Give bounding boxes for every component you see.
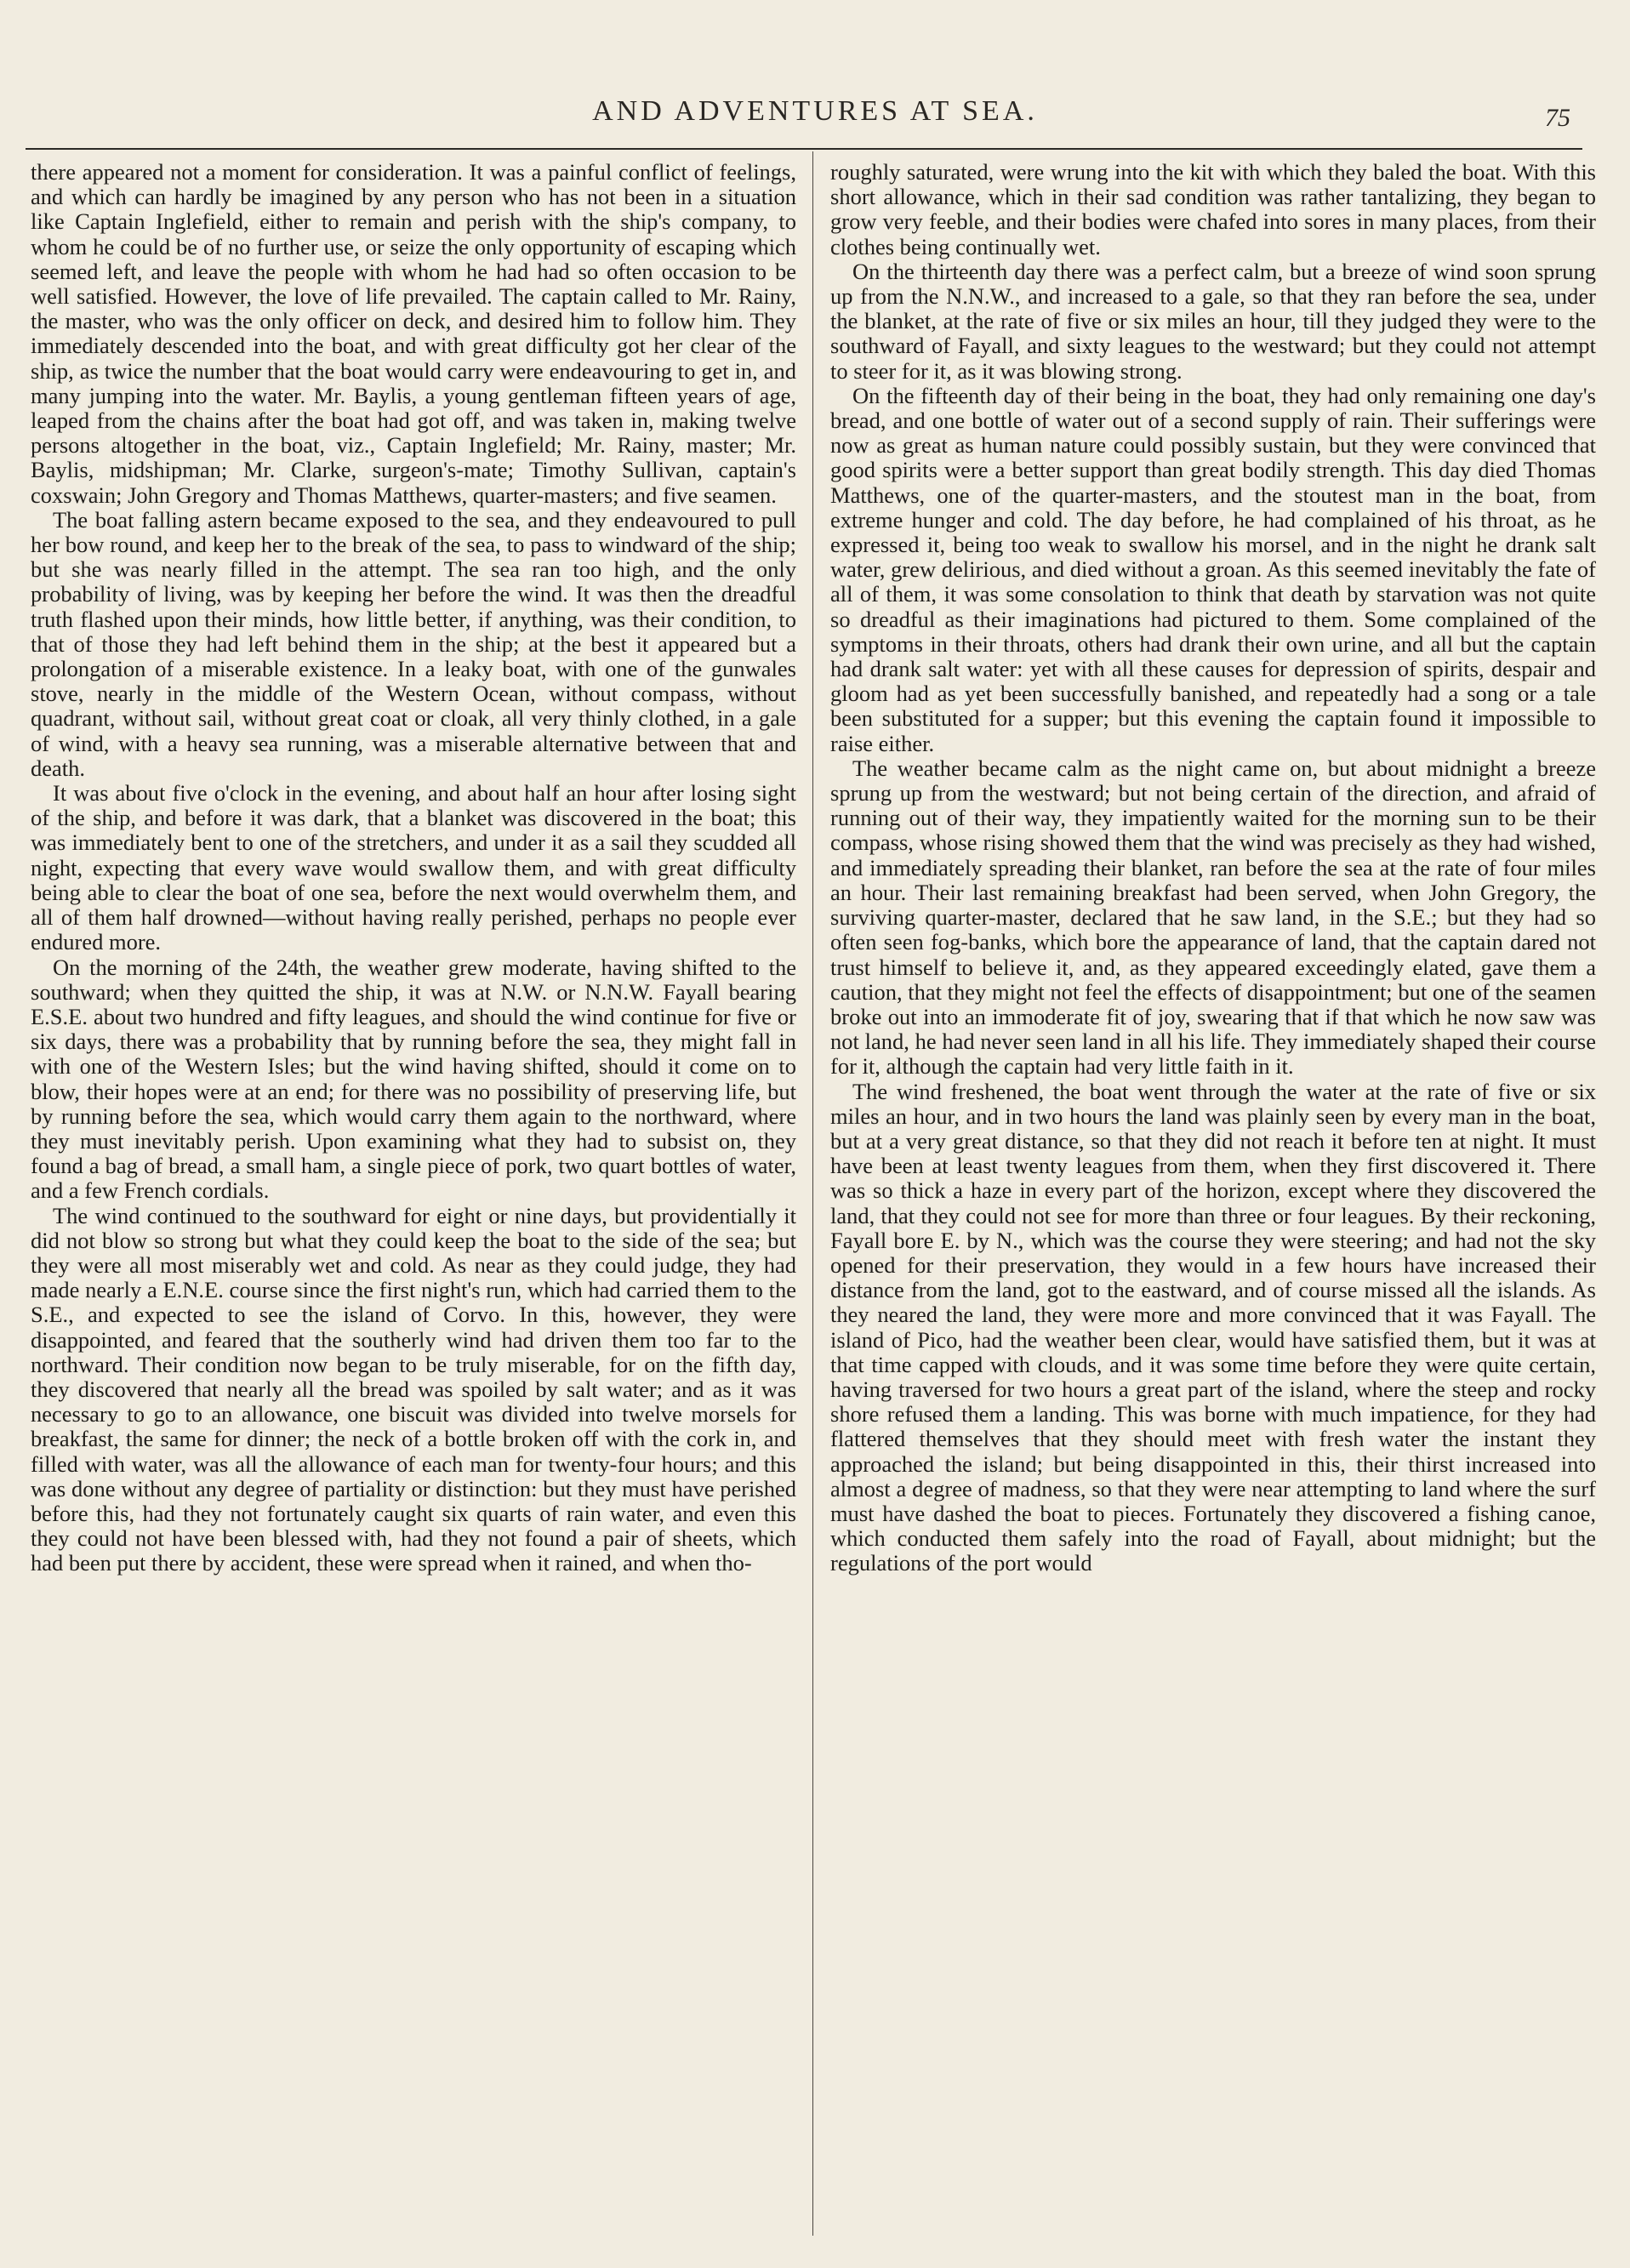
right-column	[830, 160, 1596, 2253]
page-number: 75	[1545, 104, 1570, 132]
paragraph: there appeared not a moment for consideration. It was a painful conflict of feelings, and which can hardly be imagined by any person who has not been in a situation like Captain Inglefield, either to remain and perish with the ship's company, to whom he could be of no further use, or seize the only opportunity of escaping which seemed left, and leave the people with whom he had had so often occasion to be well satisfied. However, the love of life prevailed. The captain called to Mr. Rainy, the master, who was the only officer on deck, and desired him to follow him. They immediately descended into the boat, and with great difficulty got her clear of the ship, as twice the number that the boat would carry were endeavouring to get in, and many jumping into the water. Mr. Baylis, a young gentleman fifteen years of age, leaped from the chains after the boat had got off, and was taken in, making twelve persons altogether in the boat, viz., Captain Inglefield; Mr. Rainy, master; Mr. Baylis, midshipman; Mr. Clarke, surgeon's-mate; Timothy Sullivan, captain's coxswain; John Gregory and Thomas Matthews, quarter-masters; and five seamen.	[31, 160, 796, 508]
running-header: AND ADVENTURES AT SEA.	[592, 95, 1038, 127]
paragraph: The weather became calm as the night came on, but about midnight a breeze sprung up from the westward; but not being certain of the direction, and afraid of running out of their way, they impatiently waited for the morning sun to be their compass, whose rising showed them that the wind was precisely as they had wished, and immediately spreading their blanket, ran before the sea at the rate of four miles an hour. Their last remaining breakfast had been served, when John Gregory, the surviving quarter-master, declared that he saw land, in the S.E.; but they had so often seen fog-banks, which bore the appearance of land, that the captain dared not trust himself to believe it, and, as they appeared exceedingly elated, gave them a caution, that they might not feel the effects of disappointment; but one of the seamen broke out into an immoderate fit of joy, swearing that if that which he now saw was not land, he had never seen land in all his life. They immediately shaped their course for it, although the captain had very little faith in it.	[830, 755, 1596, 1080]
column-divider	[812, 151, 813, 2236]
paragraph: On the morning of the 24th, the weather grew moderate, having shifted to the southward; when they quitted the ship, it was at N.W. or N.N.W. Fayall bearing E.S.E. about two hundred and fifty leagues, and should the wind continue for five or six days, there was a probability that by running before the sea, they might fall in with one of the Western Isles; but the wind having shifted, should it come on to blow, their hopes were at an end; for there was no possibility of preserving life, but by running before the sea, which would carry them again to the northward, where they must inevitably perish. Upon examining what they had to subsist on, they found a bag of bread, a small ham, a single piece of pork, two quart bottles of water, and a few French cordials.	[31, 954, 796, 1204]
paragraph: The wind freshened, the boat went through the water at the rate of five or six miles an hour, and in two hours the land was plainly seen by every man in the boat, but at a very great distance, so that they did not reach it before ten at night. It must have been at least twenty leagues from them, when they first discovered it. There was so thick a haze in every part of the horizon, except where they discovered the land, that they could not see for more than three or four leagues. By their reckoning, Fayall bore E. by N., which was the course they were steering; and had not the sky opened for their preservation, they would in a few hours have increased their distance from the land, got to the eastward, and of course missed all the islands. As they neared the land, they were more and more convinced that it was Fayall. The island of Pico, had the weather been clear, would have satisfied them, but it was at that time capped with clouds, and it was some time before they were quite certain, having traversed for two hours a great part of the island, where the steep and rocky shore refused them a landing. This was borne with much impatience, for they had flattered themselves that they should meet with fresh water the instant they approached the island; but being disappointed in this, their thirst increased into almost a degree of madness, so that they were near attempting to land where the surf must have dashed the boat to pieces. Fortunately they discovered a fishing canoe, which conducted them safely into the road of Fayall, about midnight; but the regulations of the port would	[830, 1078, 1596, 1576]
paragraph: The wind continued to the southward for eight or nine days, but providentially it did not blow so strong but what they could keep the boat to the side of the sea; but they were all most miserably wet and cold. As near as they could judge, they had made nearly a E.N.E. course since the first night's run, which had carried them to the S.E., and expected to see the island of Corvo. In this, however, they were disappointed, and feared that the southerly wind had driven them too far to the northward. Their condition now began to be truly miserable, for on the fifth day, they discovered that nearly all the bread was spoiled by salt water; and as it was necessary to go to an allowance, one biscuit was divided into twelve morsels for breakfast, the same for dinner; the neck of a bottle broken off with the cork in, and filled with water, was all the allowance of each man for twenty-four hours; and this was done without any degree of partiality or distinction: but they must have perished before this, had they not fortunately caught six quarts of rain water, and even this they could not have been blessed with, had they not found a pair of sheets, which had been put there by accident, these were spread when it rained, and when tho-	[31, 1202, 796, 1576]
paragraph: roughly saturated, were wrung into the kit with which they baled the boat. With this short allowance, which in their sad condition was rather tantalizing, they began to grow very feeble, and their bodies were chafed into sores in many places, from their clothes being continually wet.	[830, 160, 1596, 259]
paragraph: On the thirteenth day there was a perfect calm, but a breeze of wind soon sprung up from the N.N.W., and increased to a gale, so that they ran before the sea, under the blanket, at the rate of five or six miles an hour, till they judged they were to the southward of Fayall, and sixty leagues to the westward; but they could not attempt to steer for it, as it was blowing strong.	[830, 258, 1596, 384]
paragraph: The boat falling astern became exposed to the sea, and they endeavoured to pull her bow round, and keep her to the break of the sea, to pass to windward of the ship; but she was nearly filled in the attempt. The sea ran too high, and the only probability of living, was by keeping her before the wind. It was then the dreadful truth flashed upon their minds, how little better, if anything, was their condition, to that of those they had left behind them in the ship; at the best it appeared but a prolongation of a miserable existence. In a leaky boat, with one of the gunwales stove, nearly in the middle of the Western Ocean, without compass, without quadrant, without sail, without great coat or cloak, all very thinly clothed, in a gale of wind, with a heavy sea running, was a miserable alternative between that and death.	[31, 506, 796, 781]
header-rule	[26, 148, 1582, 150]
paragraph: It was about five o'clock in the evening, and about half an hour after losing sight of the ship, and before it was dark, that a blanket was discovered in the boat; this was immediately bent to one of the stretchers, and under it as a sail they scudded all night, expecting that every wave would swallow them, and with great difficulty being able to clear the boat of one sea, before the next would overwhelm them, and all of them half drowned—without having really perished, perhaps no people ever endured more.	[31, 780, 796, 955]
paragraph: On the fifteenth day of their being in the boat, they had only remaining one day's bread, and one bottle of water out of a second supply of rain. Their sufferings were now as great as human nature could possibly sustain, but they were convinced that good spirits were a better support than great bodily strength. This day died Thomas Matthews, one of the quarter-masters, and the stoutest man in the boat, from extreme hunger and cold. The day before, he had complained of his throat, as he expressed it, being too weak to swallow his morsel, and in the night he drank salt water, grew delirious, and died without a groan. As this seemed inevitably the fate of all of them, it was some consolation to think that death by starvation was not quite so dreadful as their imaginations had pictured to them. Some complained of the symptoms in their throats, others had drank their own urine, and all but the captain had drank salt water: yet with all these causes for depression of spirits, despair and gloom had as yet been successfully banished, and repeatedly had a song or a tale been substituted for a supper; but this evening the captain found it impossible to raise either.	[830, 382, 1596, 756]
left-column	[31, 160, 796, 2253]
